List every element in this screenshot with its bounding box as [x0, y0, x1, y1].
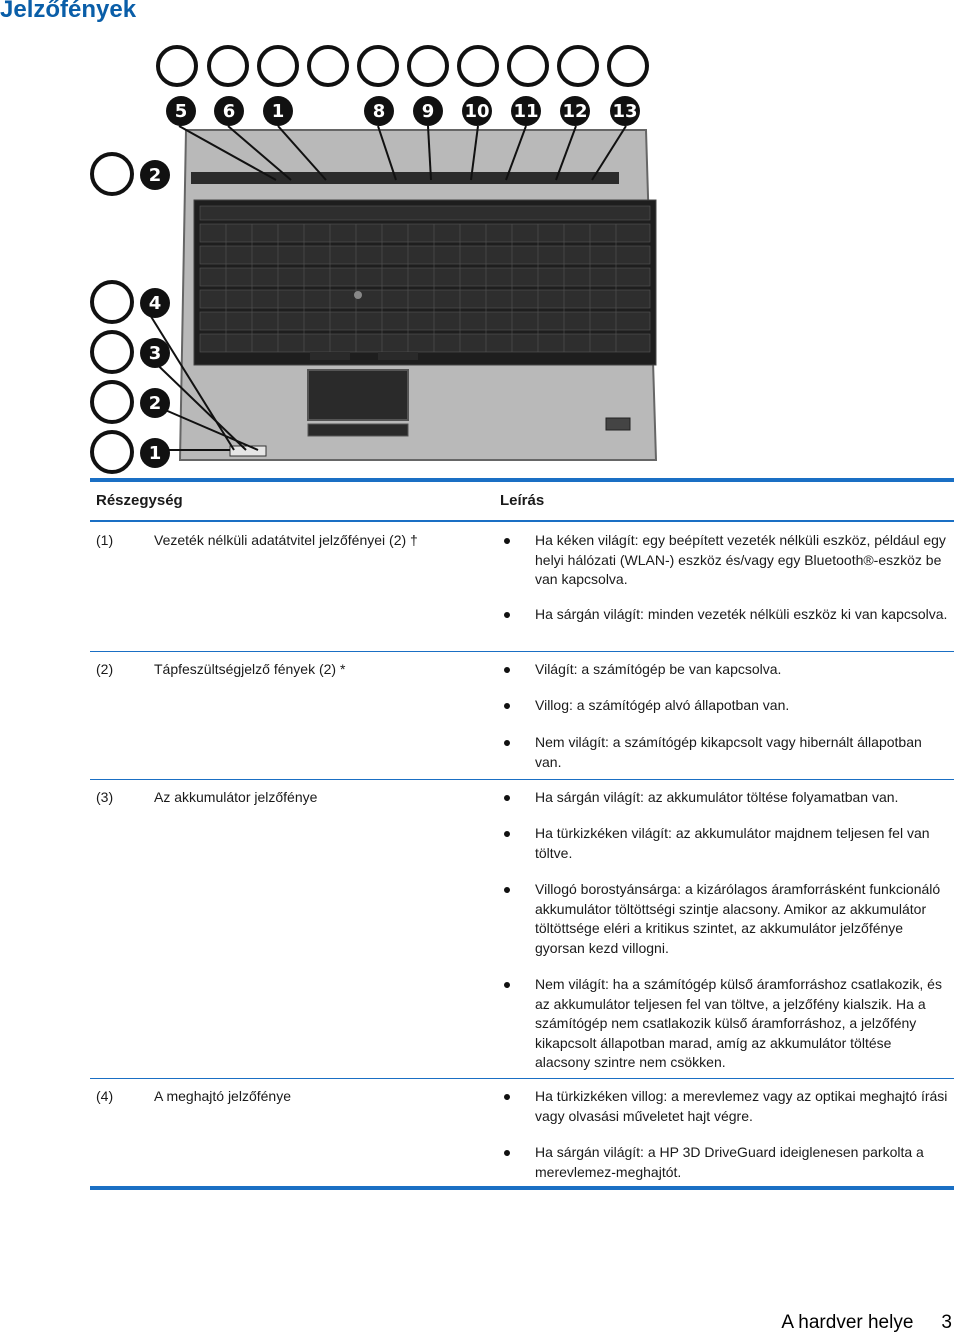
row-description: Nem világít: a számítógép kikapcsolt vagy hibernált állapotban van.: [535, 734, 922, 770]
row-description: Világít: a számítógép be van kapcsolva.: [535, 661, 782, 677]
row-part: A meghajtó jelzőfénye: [154, 1088, 291, 1104]
callout-number: 11: [511, 96, 541, 126]
calculator-icon: [607, 45, 649, 87]
bullet: [504, 887, 510, 893]
row-index: (4): [96, 1088, 114, 1104]
globe-icon: [207, 45, 249, 87]
page-footer: [753, 1312, 952, 1334]
wireless-antenna-icon: [257, 45, 299, 87]
wireless-antenna-icon: [90, 430, 134, 474]
battery-icon: [90, 330, 134, 374]
callout-number: 1: [140, 438, 170, 468]
callout-number: 9: [413, 96, 443, 126]
callout-number: 1: [263, 96, 293, 126]
row-part: Vezeték nélküli adatátvitel jelzőfényei (2) †: [154, 532, 418, 548]
row-rule: [90, 779, 954, 780]
bullet: [504, 1094, 510, 1100]
callout-number: 4: [140, 288, 170, 318]
table-top-rule: [90, 478, 954, 482]
page-number: 3: [941, 1312, 952, 1333]
table-bottom-rule: [90, 1186, 954, 1190]
bullet: [504, 703, 510, 709]
callout-number: 2: [140, 160, 170, 190]
row-description: Nem világít: ha a számítógép külső áramforráshoz csatlakozik, és az akkumulátor teljesen fel van töltve, a jelzőfény kialszik. Ha a számítógép nem csatlakozik külső áramforráshoz, a jelzőfény kikapcsolt állapotban marad, amíg az akkumulátor töltése alacsony szintre nem csökken.: [535, 976, 942, 1070]
callout-number: 2: [140, 388, 170, 418]
bullet: [504, 795, 510, 801]
volume-down-icon: [507, 45, 549, 87]
num-lock-icon: [407, 45, 449, 87]
bullet: [504, 1150, 510, 1156]
footer-section: A hardver helye: [781, 1312, 914, 1333]
row-description: Ha kéken világít: egy beépített vezeték nélküli eszköz, például egy helyi hálózati (WLAN-) eszköz és/vagy egy Bluetooth®-eszköz be van kapcsolva.: [535, 532, 946, 587]
drive-icon: [90, 280, 134, 324]
bullet: [504, 538, 510, 544]
row-description: Villog: a számítógép alvó állapotban van.: [535, 697, 790, 713]
row-index: (3): [96, 789, 114, 805]
row-description: Ha sárgán világít: az akkumulátor töltése folyamatban van.: [535, 789, 899, 805]
volume-up-icon: [557, 45, 599, 87]
page-title: Jelzőfények: [0, 0, 137, 23]
header-description: Leírás: [500, 492, 545, 509]
callout-number: 10: [462, 96, 492, 126]
row-rule: [90, 1078, 954, 1079]
row-rule: [90, 651, 954, 652]
bullet: [504, 982, 510, 988]
bullet: [504, 831, 510, 837]
power-icon: [90, 152, 134, 196]
callout-number: 3: [140, 338, 170, 368]
header-part: Részegység: [96, 492, 183, 509]
table-header-rule: [90, 520, 954, 522]
callout-number: 5: [166, 96, 196, 126]
bullet: [504, 740, 510, 746]
row-part: Az akkumulátor jelzőfénye: [154, 789, 318, 805]
row-description: Ha sárgán világít: a HP 3D DriveGuard ideiglenesen parkolta a merevlemez-meghajtót.: [535, 1144, 924, 1180]
callout-number: 6: [214, 96, 244, 126]
row-description: Ha türkizkéken villog: a merevlemez vagy az optikai meghajtó írási vagy olvasási műveletet hajt végre.: [535, 1088, 948, 1124]
callout-number: 12: [560, 96, 590, 126]
mute-icon: [457, 45, 499, 87]
wireless-computer-icon: [156, 45, 198, 87]
row-index: (1): [96, 532, 114, 548]
callout-number: 8: [364, 96, 394, 126]
caps-lock-icon: [357, 45, 399, 87]
bullet: [504, 612, 510, 618]
row-description: Ha türkizkéken világít: az akkumulátor majdnem teljesen fel van töltve.: [535, 825, 930, 861]
bullet: [504, 667, 510, 673]
display-icon: [307, 45, 349, 87]
row-part: Tápfeszültségjelző fények (2) *: [154, 661, 346, 677]
row-index: (2): [96, 661, 114, 677]
laptop-figure: [86, 40, 666, 470]
row-description: Ha sárgán világít: minden vezeték nélküli eszköz ki van kapcsolva.: [535, 606, 948, 622]
power-icon: [90, 380, 134, 424]
row-description: Villogó borostyánsárga: a kizárólagos áramforrásként funkcionáló akkumulátor töltöttségi szintje alacsony. Amikor az akkumulátor töltöttsége eléri a kritikus szintet, az akkumulátor jelzőfénye gyorsan kezd villogni.: [535, 881, 941, 956]
callout-number: 13: [610, 96, 640, 126]
